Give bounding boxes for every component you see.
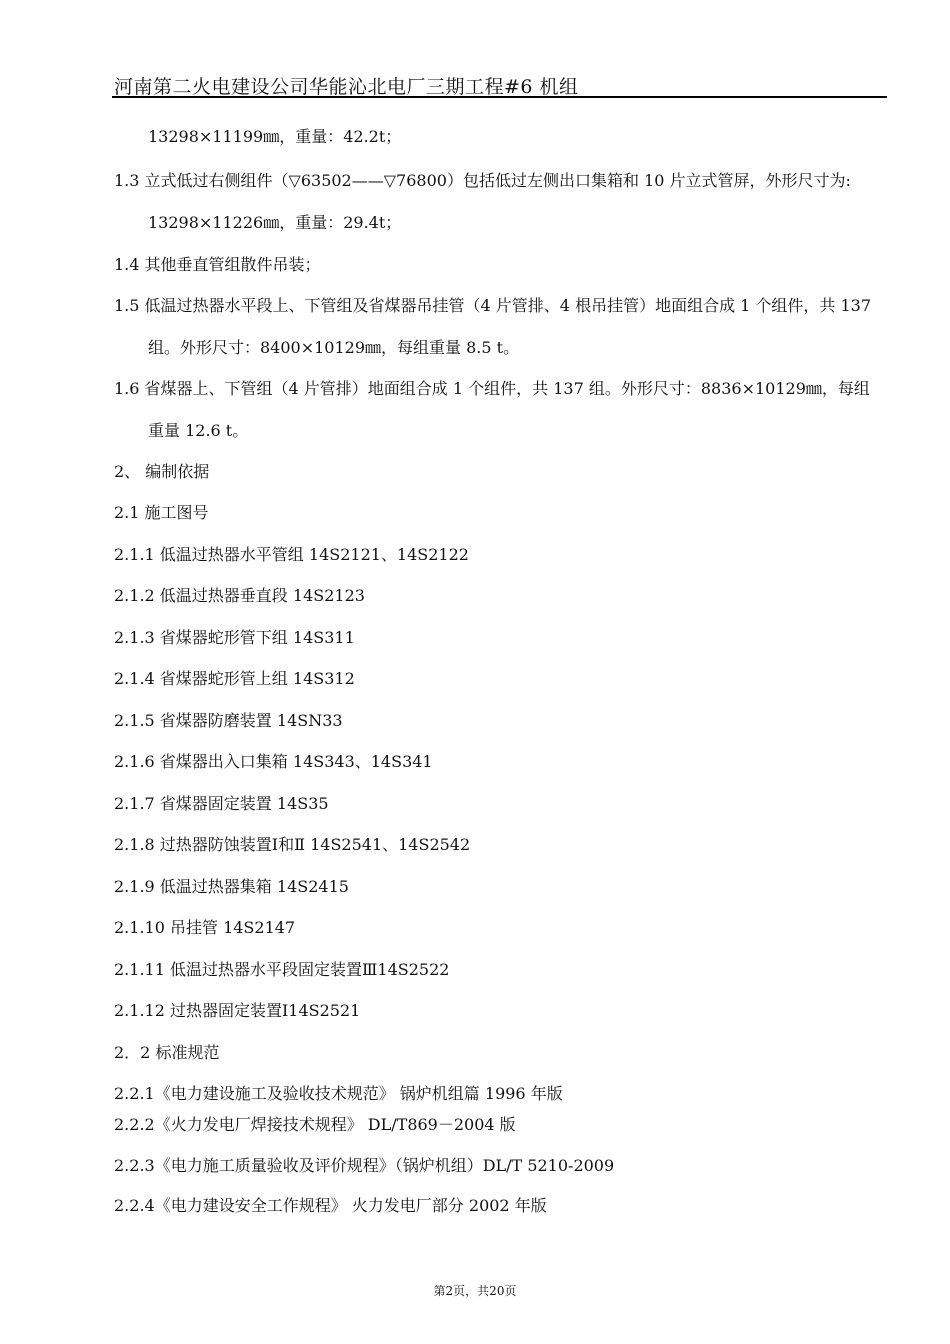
body-line: 1.4 其他垂直管组散件吊装； bbox=[114, 255, 321, 274]
page-number: 第2页，共20页 bbox=[433, 1284, 517, 1298]
body-line: 13298×11226㎜，重量：29.4t； bbox=[148, 213, 402, 232]
page-footer bbox=[0, 1282, 950, 1299]
body-line: 2.1.3 省煤器蛇形管下组 14S311 bbox=[114, 628, 355, 647]
body-line: 2.1.6 省煤器出入口集箱 14S343、14S341 bbox=[114, 752, 433, 771]
body-line: 2.1.11 低温过热器水平段固定装置Ⅲ14S2522 bbox=[114, 960, 450, 979]
body-line: 2.1.10 吊挂管 14S2147 bbox=[114, 918, 296, 937]
body-line: 2.2.2《火力发电厂焊接技术规程》 DL/T869－2004 版 bbox=[114, 1115, 516, 1134]
body-line: 重量 12.6 t。 bbox=[148, 421, 249, 440]
body-line: 2.1 施工图号 bbox=[114, 503, 209, 522]
body-line: 组。外形尺寸：8400×10129㎜，每组重量 8.5 t。 bbox=[148, 338, 520, 357]
body-line: 1.5 低温过热器水平段上、下管组及省煤器吊挂管（4 片管排、4 根吊挂管）地面组合成 1 个组件，共 137 bbox=[114, 296, 872, 315]
section-heading: 2、 编制依据 bbox=[114, 462, 210, 481]
body-line: 2.1.5 省煤器防磨装置 14SN33 bbox=[114, 711, 343, 730]
body-line: 2.1.8 过热器防蚀装置Ⅰ和Ⅱ 14S2541、14S2542 bbox=[114, 835, 471, 854]
body-line: 1.6 省煤器上、下管组（4 片管排）地面组合成 1 个组件，共 137 组。外形尺寸：8836×10129㎜，每组 bbox=[114, 379, 870, 398]
body-line: 2.1.1 低温过热器水平管组 14S2121、14S2122 bbox=[114, 545, 469, 564]
body-line: 2.1.2 低温过热器垂直段 14S2123 bbox=[114, 586, 365, 605]
body-line: 13298×11199㎜，重量：42.2t； bbox=[148, 127, 402, 146]
body-line: 2.1.9 低温过热器集箱 14S2415 bbox=[114, 877, 349, 896]
body-line: 2．2 标准规范 bbox=[114, 1043, 220, 1062]
body-line: 2.1.4 省煤器蛇形管上组 14S312 bbox=[114, 669, 355, 688]
body-line: 1.3 立式低过右侧组件（▽63502——▽76800）包括低过左侧出口集箱和 10 片立式管屏，外形尺寸为: bbox=[114, 171, 851, 190]
body-line: 2.2.1《电力建设施工及验收技术规范》 锅炉机组篇 1996 年版 bbox=[114, 1084, 563, 1103]
body-line: 2.2.4《电力建设安全工作规程》 火力发电厂部分 2002 年版 bbox=[114, 1196, 547, 1215]
body-line: 2.1.12 过热器固定装置Ⅰ14S2521 bbox=[114, 1001, 361, 1020]
body-line: 2.1.7 省煤器固定装置 14S35 bbox=[114, 794, 329, 813]
header-title: 河南第二火电建设公司华能沁北电厂三期工程#6 机组 bbox=[114, 76, 579, 98]
body-line: 2.2.3《电力施工质量验收及评价规程》（锅炉机组）DL/T 5210-2009 bbox=[114, 1156, 615, 1175]
page-header bbox=[112, 66, 887, 98]
